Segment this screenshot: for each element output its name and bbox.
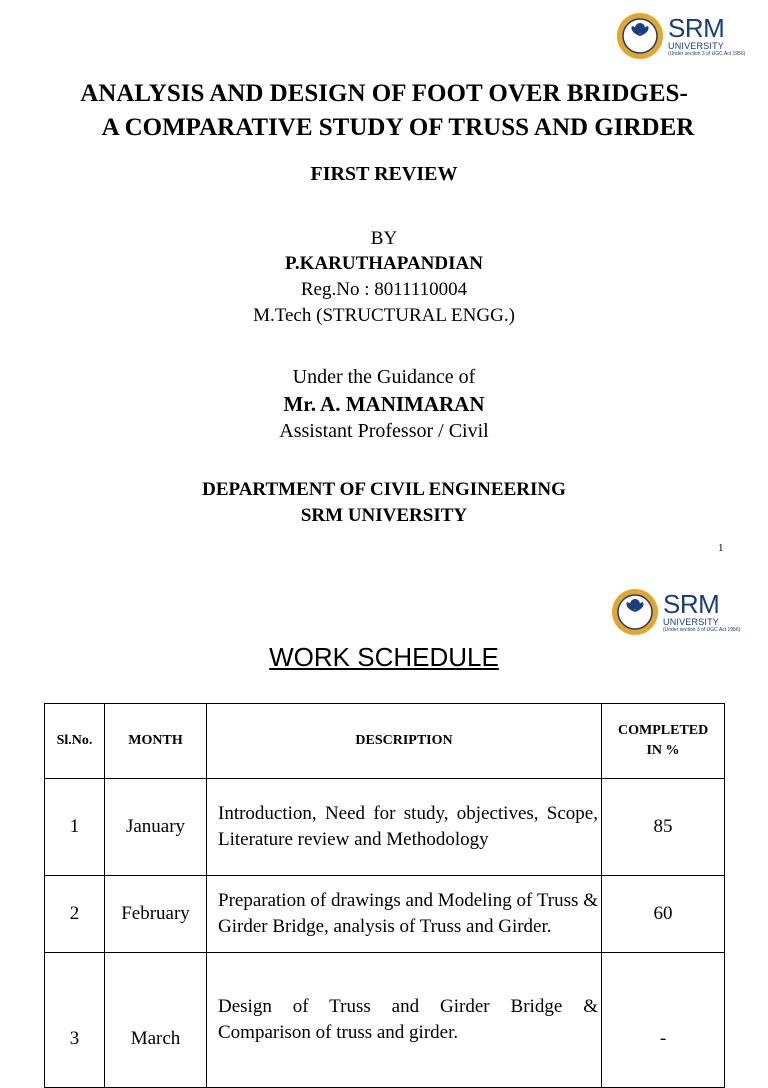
- logo-subtitle: UNIVERSITY: [668, 41, 725, 51]
- work-schedule-table: [44, 703, 725, 1088]
- cell-completed: 60: [602, 876, 725, 953]
- cell-sl-no: 3: [45, 953, 105, 1088]
- logo-fine-print: (Under section 3 of UGC Act 1956): [663, 627, 741, 633]
- cell-sl-no: 2: [45, 876, 105, 953]
- guide-name: Mr. A. MANIMARAN: [283, 392, 485, 416]
- department-name: DEPARTMENT OF CIVIL ENGINEERING: [202, 479, 566, 500]
- cell-month: January: [105, 779, 207, 876]
- srm-logo-2: [611, 588, 740, 636]
- author-name: P.KARUTHAPANDIAN: [285, 253, 483, 274]
- university-name: SRM UNIVERSITY: [300, 505, 468, 526]
- title-line-1: ANALYSIS AND DESIGN OF FOOT OVER BRIDGES-: [80, 80, 688, 107]
- university-seal-icon: [611, 588, 659, 636]
- table-row: [45, 876, 725, 953]
- cell-completed: -: [602, 953, 725, 1088]
- header-completed: [602, 704, 725, 779]
- cell-completed: 85: [602, 779, 725, 876]
- logo-name: SRM: [668, 13, 725, 43]
- table-header-row: [45, 704, 725, 779]
- cell-sl-no: 1: [45, 779, 105, 876]
- header-month: MONTH: [105, 704, 207, 779]
- guide-title: Assistant Professor / Civil: [279, 420, 489, 442]
- course-name: M.Tech (STRUCTURAL ENGG.): [253, 305, 515, 326]
- title-line-2: A COMPARATIVE STUDY OF TRUSS AND GIRDER: [101, 114, 695, 141]
- header-completed-label: COMPLETED IN %: [618, 723, 709, 758]
- cell-month: March: [105, 953, 207, 1088]
- registration-number: Reg.No : 8011110004: [300, 279, 468, 300]
- logo-subtitle: UNIVERSITY: [663, 617, 720, 627]
- cell-description: Design of Truss and Girder Bridge & Comparison of truss and girder.: [207, 953, 602, 1088]
- table-row: [45, 779, 725, 876]
- logo-fine-print: (Under section 3 of UGC Act 1956): [668, 51, 746, 57]
- srm-logo: [616, 12, 745, 60]
- logo-name: SRM: [663, 589, 720, 619]
- university-seal-icon: [616, 12, 664, 60]
- cell-month: February: [105, 876, 207, 953]
- table-row: [45, 953, 725, 1088]
- cell-description: Introduction, Need for study, objectives, Scope, Literature review and Methodology: [207, 779, 602, 876]
- review-label: FIRST REVIEW: [310, 163, 458, 185]
- cell-description: Preparation of drawings and Modeling of Truss & Girder Bridge, analysis of Truss and Girder.: [207, 876, 602, 953]
- work-schedule-title: WORK SCHEDULE: [269, 642, 499, 672]
- guidance-label: Under the Guidance of: [292, 366, 476, 388]
- by-label: BY: [370, 228, 398, 249]
- page-number: 1: [718, 542, 724, 554]
- header-description: DESCRIPTION: [207, 704, 602, 779]
- header-sl-no: Sl.No.: [45, 704, 105, 779]
